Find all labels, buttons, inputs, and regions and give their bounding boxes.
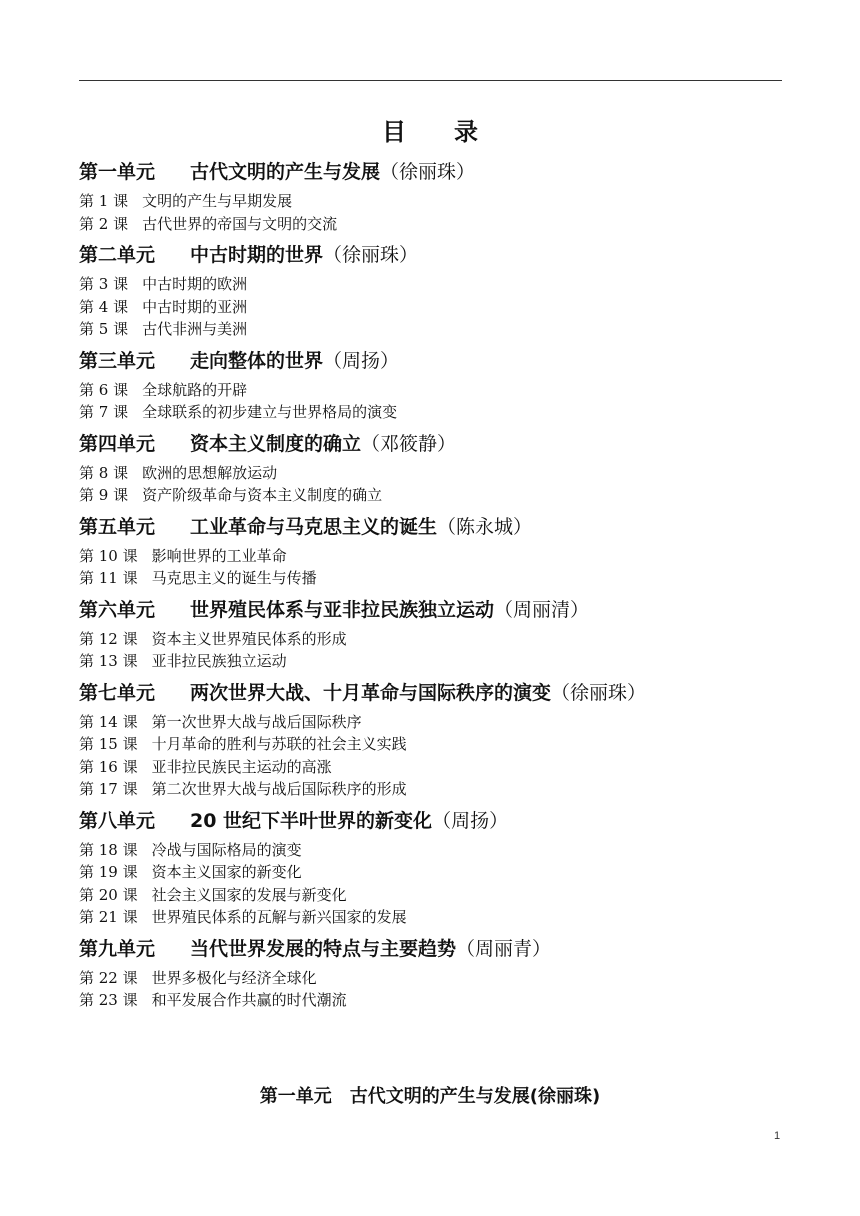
lesson-list	[79, 273, 782, 341]
unit-author: （周丽清）	[494, 598, 590, 621]
unit-name: 古代文明的产生与发展	[190, 161, 381, 183]
unit-number: 第二单元	[79, 244, 156, 266]
unit-name: 资本主义制度的确立	[190, 432, 362, 455]
lesson-list	[79, 967, 782, 1012]
lesson-number: 第 15 课	[79, 735, 138, 753]
lesson-title: 第二次世界大战与战后国际秩序的形成	[151, 780, 407, 798]
lesson-entry[interactable]	[79, 213, 782, 236]
lesson-title: 文明的产生与早期发展	[142, 192, 293, 210]
lesson-title: 冷战与国际格局的演变	[151, 840, 302, 859]
unit-author: （周扬）	[323, 349, 400, 372]
toc-unit	[79, 345, 782, 424]
unit-number: 第八单元	[79, 809, 156, 832]
lesson-title: 马克思主义的诞生与传播	[151, 569, 317, 587]
lesson-entry[interactable]	[79, 906, 782, 929]
unit-author: （周扬）	[432, 809, 509, 832]
lesson-number: 第 23 课	[79, 991, 138, 1009]
lesson-number: 第 3 课	[79, 275, 129, 293]
unit-heading[interactable]	[79, 933, 782, 965]
lesson-number: 第 4 课	[79, 297, 129, 316]
toc-unit	[79, 677, 782, 801]
unit-author: （邓筱静）	[361, 432, 457, 455]
lesson-number: 第 8 课	[79, 463, 129, 482]
lesson-entry[interactable]	[79, 379, 782, 402]
lesson-entry[interactable]	[79, 190, 782, 213]
toc-unit	[79, 805, 782, 929]
lesson-number: 第 2 课	[79, 214, 129, 233]
unit-number: 第五单元	[79, 515, 156, 538]
lesson-title: 影响世界的工业革命	[151, 546, 287, 565]
lesson-title: 亚非拉民族民主运动的高涨	[151, 757, 332, 776]
unit-number: 第七单元	[79, 681, 156, 704]
lesson-entry[interactable]	[79, 861, 782, 884]
lesson-number: 第 19 课	[79, 863, 138, 881]
unit-name: 世界殖民体系与亚非拉民族独立运动	[190, 598, 495, 621]
lesson-number: 第 16 课	[79, 757, 138, 776]
unit-name: 20 世纪下半叶世界的新变化	[190, 809, 433, 832]
lesson-number: 第 11 课	[79, 569, 138, 587]
lesson-entry[interactable]	[79, 545, 782, 568]
lesson-list	[79, 711, 782, 801]
unit-number: 第九单元	[79, 937, 156, 960]
lesson-title: 资本主义国家的新变化	[151, 863, 302, 881]
lesson-entry[interactable]	[79, 839, 782, 862]
lesson-entry[interactable]	[79, 650, 782, 673]
lesson-title: 欧洲的思想解放运动	[142, 463, 278, 482]
unit-name: 当代世界发展的特点与主要趋势	[190, 937, 457, 960]
lesson-list	[79, 628, 782, 673]
unit-number: 第四单元	[79, 432, 156, 455]
table-of-contents	[79, 156, 782, 1016]
unit-author: （徐丽珠）	[380, 161, 476, 183]
lesson-list	[79, 190, 782, 235]
lesson-entry[interactable]	[79, 989, 782, 1012]
lesson-number: 第 5 课	[79, 320, 129, 338]
lesson-entry[interactable]	[79, 778, 782, 801]
lesson-title: 全球联系的初步建立与世界格局的演变	[142, 403, 398, 421]
lesson-entry[interactable]	[79, 318, 782, 341]
lesson-number: 第 9 课	[79, 486, 129, 504]
lesson-title: 世界多极化与经济全球化	[151, 968, 317, 987]
unit-author: （周丽青）	[456, 937, 552, 960]
unit-name: 工业革命与马克思主义的诞生	[190, 515, 438, 538]
lesson-list	[79, 379, 782, 424]
lesson-entry[interactable]	[79, 462, 782, 485]
unit-heading[interactable]	[79, 677, 782, 709]
lesson-title: 和平发展合作共赢的时代潮流	[151, 991, 347, 1009]
toc-title: 目 录	[382, 118, 478, 146]
lesson-entry[interactable]	[79, 273, 782, 296]
lesson-number: 第 20 课	[79, 885, 138, 904]
lesson-title: 中古时期的欧洲	[142, 275, 248, 293]
lesson-entry[interactable]	[79, 711, 782, 734]
lesson-title: 古代世界的帝国与文明的交流	[142, 214, 338, 233]
lesson-entry[interactable]	[79, 756, 782, 779]
toc-unit	[79, 428, 782, 507]
lesson-number: 第 17 课	[79, 780, 138, 798]
lesson-number: 第 13 课	[79, 652, 138, 670]
unit-heading[interactable]	[79, 156, 782, 188]
lesson-entry[interactable]	[79, 296, 782, 319]
lesson-number: 第 21 课	[79, 908, 138, 926]
lesson-title: 资产阶级革命与资本主义制度的确立	[142, 486, 383, 504]
page-number: 1	[774, 1130, 781, 1142]
unit-author: （徐丽珠）	[551, 681, 647, 704]
header-rule	[79, 80, 782, 81]
lesson-list	[79, 545, 782, 590]
lesson-title: 世界殖民体系的瓦解与新兴国家的发展	[151, 908, 407, 926]
unit-name: 两次世界大战、十月革命与国际秩序的演变	[190, 681, 552, 704]
unit-name: 中古时期的世界	[190, 244, 324, 266]
lesson-entry[interactable]	[79, 967, 782, 990]
unit-number: 第一单元	[79, 161, 156, 183]
lesson-title: 亚非拉民族独立运动	[151, 652, 287, 670]
unit-heading[interactable]	[79, 805, 782, 837]
lesson-entry[interactable]	[79, 733, 782, 756]
unit-author: （陈永城）	[437, 515, 533, 538]
lesson-number: 第 12 课	[79, 629, 138, 648]
section-heading: 第一单元 古代文明的产生与发展(徐丽珠)	[259, 1086, 601, 1107]
unit-number: 第六单元	[79, 598, 156, 621]
lesson-title: 全球航路的开辟	[142, 380, 248, 399]
lesson-number: 第 22 课	[79, 968, 138, 987]
lesson-list	[79, 462, 782, 507]
toc-unit	[79, 594, 782, 673]
lesson-entry[interactable]	[79, 567, 782, 590]
lesson-number: 第 7 课	[79, 403, 129, 421]
lesson-entry[interactable]	[79, 628, 782, 651]
toc-unit	[79, 156, 782, 235]
lesson-list	[79, 839, 782, 929]
lesson-title: 第一次世界大战与战后国际秩序	[151, 712, 362, 731]
lesson-entry[interactable]	[79, 484, 782, 507]
unit-heading[interactable]	[79, 345, 782, 377]
unit-author: （徐丽珠）	[323, 244, 419, 266]
unit-number: 第三单元	[79, 349, 156, 372]
lesson-title: 社会主义国家的发展与新变化	[151, 885, 347, 904]
lesson-title: 资本主义世界殖民体系的形成	[151, 629, 347, 648]
lesson-title: 十月革命的胜利与苏联的社会主义实践	[151, 735, 407, 753]
toc-unit	[79, 511, 782, 590]
lesson-title: 中古时期的亚洲	[142, 297, 248, 316]
unit-heading[interactable]	[79, 594, 782, 626]
unit-heading[interactable]	[79, 428, 782, 460]
toc-unit	[79, 933, 782, 1012]
unit-heading[interactable]	[79, 239, 782, 271]
unit-name: 走向整体的世界	[190, 349, 324, 372]
lesson-number: 第 10 课	[79, 546, 138, 565]
lesson-number: 第 6 课	[79, 380, 129, 399]
lesson-number: 第 14 课	[79, 712, 138, 731]
lesson-number: 第 18 课	[79, 840, 138, 859]
lesson-title: 古代非洲与美洲	[142, 320, 248, 338]
lesson-entry[interactable]	[79, 884, 782, 907]
lesson-number: 第 1 课	[79, 192, 129, 210]
lesson-entry[interactable]	[79, 401, 782, 424]
toc-unit	[79, 239, 782, 341]
unit-heading[interactable]	[79, 511, 782, 543]
